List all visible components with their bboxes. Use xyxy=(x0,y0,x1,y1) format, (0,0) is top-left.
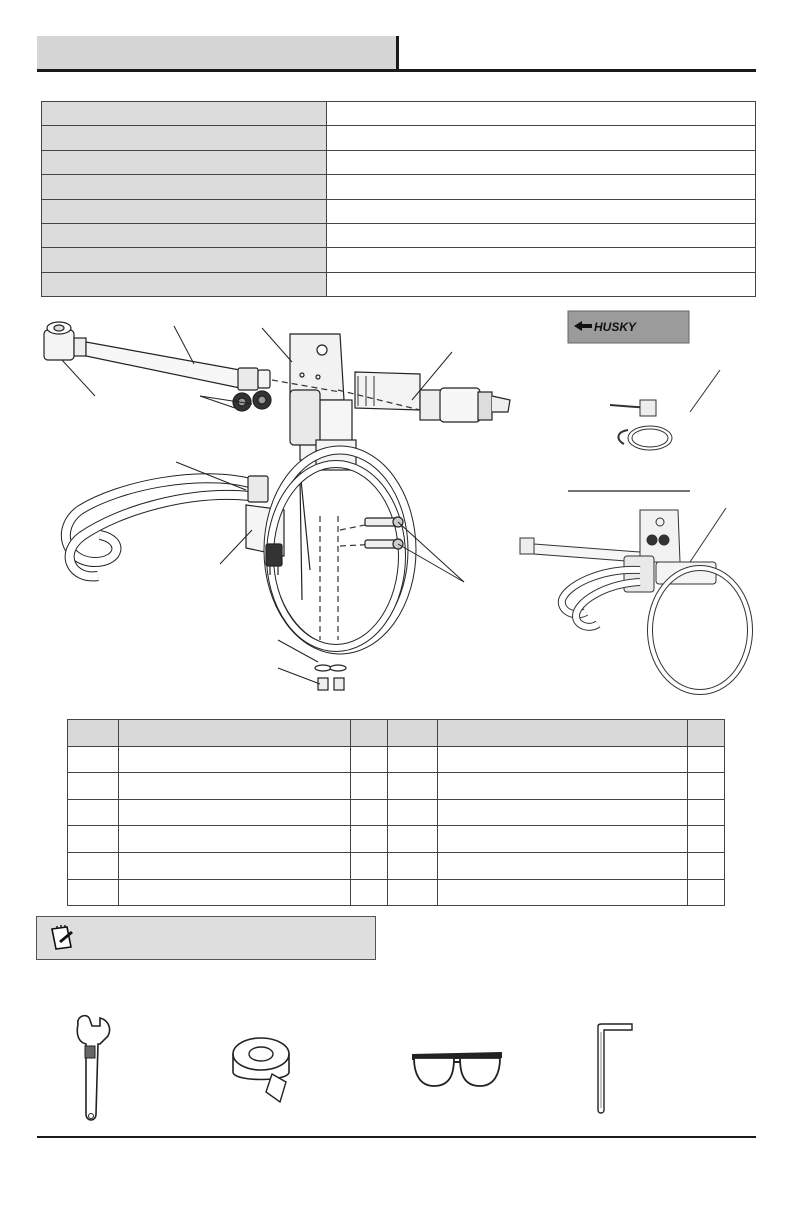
spec-value xyxy=(327,223,756,247)
cell xyxy=(350,826,387,853)
cell xyxy=(118,773,350,800)
spec-label xyxy=(42,223,327,247)
spec-row xyxy=(42,272,756,296)
cell xyxy=(438,826,688,853)
upper-hose xyxy=(86,342,270,390)
spec-label xyxy=(42,102,327,126)
parts-table-header xyxy=(68,720,725,747)
washers-bolts xyxy=(315,665,346,690)
cell xyxy=(350,746,387,773)
table-row xyxy=(68,773,725,800)
header-divider xyxy=(396,36,399,71)
cell xyxy=(688,879,725,906)
spec-value xyxy=(327,150,756,174)
cell xyxy=(387,773,438,800)
cell xyxy=(350,799,387,826)
spec-value xyxy=(327,102,756,126)
cell xyxy=(688,799,725,826)
hose-coil xyxy=(268,450,412,650)
spec-row xyxy=(42,199,756,223)
svg-text:HUSKY: HUSKY xyxy=(594,320,637,334)
cell xyxy=(68,826,119,853)
spec-row xyxy=(42,150,756,174)
table-row xyxy=(68,826,725,853)
spec-value xyxy=(327,175,756,199)
header-cell xyxy=(438,720,688,747)
parts-diagram xyxy=(0,300,793,712)
header-cell xyxy=(68,720,119,747)
spec-value xyxy=(327,248,756,272)
header-cell xyxy=(387,720,438,747)
spec-row xyxy=(42,175,756,199)
cell xyxy=(438,773,688,800)
thread-seal-tape-icon xyxy=(228,1030,294,1106)
cell xyxy=(387,879,438,906)
spec-value xyxy=(327,272,756,296)
spec-label xyxy=(42,199,327,223)
note-box xyxy=(36,916,376,960)
header-cell xyxy=(688,720,725,747)
header-rule xyxy=(37,69,756,72)
notepad-icon xyxy=(47,923,77,953)
cell xyxy=(688,746,725,773)
cell xyxy=(350,879,387,906)
cell xyxy=(688,852,725,879)
hex-key-icon xyxy=(596,1022,636,1118)
cell xyxy=(387,746,438,773)
spec-label xyxy=(42,272,327,296)
cell xyxy=(118,879,350,906)
cell xyxy=(118,746,350,773)
elbow-fitting xyxy=(44,322,86,360)
cell xyxy=(387,852,438,879)
cell xyxy=(438,746,688,773)
spec-label xyxy=(42,248,327,272)
header-cell xyxy=(350,720,387,747)
header-cell xyxy=(118,720,350,747)
parts-table xyxy=(67,719,725,906)
cell xyxy=(438,852,688,879)
table-row xyxy=(68,879,725,906)
valve-body xyxy=(355,372,510,422)
table-row xyxy=(68,799,725,826)
footer-rule xyxy=(37,1136,756,1138)
cell xyxy=(68,879,119,906)
table-row xyxy=(68,746,725,773)
inset-clamp-assembly xyxy=(610,370,720,450)
cell xyxy=(68,746,119,773)
spec-row xyxy=(42,248,756,272)
spec-label xyxy=(42,150,327,174)
cell xyxy=(438,879,688,906)
adjustable-wrench-icon xyxy=(74,1014,116,1126)
cell xyxy=(68,773,119,800)
cell xyxy=(68,852,119,879)
cell xyxy=(350,852,387,879)
specifications-table xyxy=(41,101,756,297)
spec-row xyxy=(42,223,756,247)
spec-value xyxy=(327,126,756,150)
spec-row xyxy=(42,102,756,126)
cell xyxy=(118,799,350,826)
table-row xyxy=(68,852,725,879)
inset-assembled-unit xyxy=(520,508,750,692)
cell xyxy=(387,826,438,853)
spec-value xyxy=(327,199,756,223)
spec-label xyxy=(42,126,327,150)
cell xyxy=(350,773,387,800)
cell xyxy=(118,852,350,879)
cell xyxy=(688,773,725,800)
spec-row xyxy=(42,126,756,150)
safety-glasses-icon xyxy=(410,1046,504,1094)
husky-badge xyxy=(568,311,689,343)
spec-label xyxy=(42,175,327,199)
coiled-hose xyxy=(66,476,268,576)
cell xyxy=(387,799,438,826)
cell xyxy=(118,826,350,853)
cell xyxy=(438,799,688,826)
header-tab xyxy=(37,36,396,70)
plug-fittings xyxy=(233,391,271,411)
cell xyxy=(68,799,119,826)
cell xyxy=(688,826,725,853)
